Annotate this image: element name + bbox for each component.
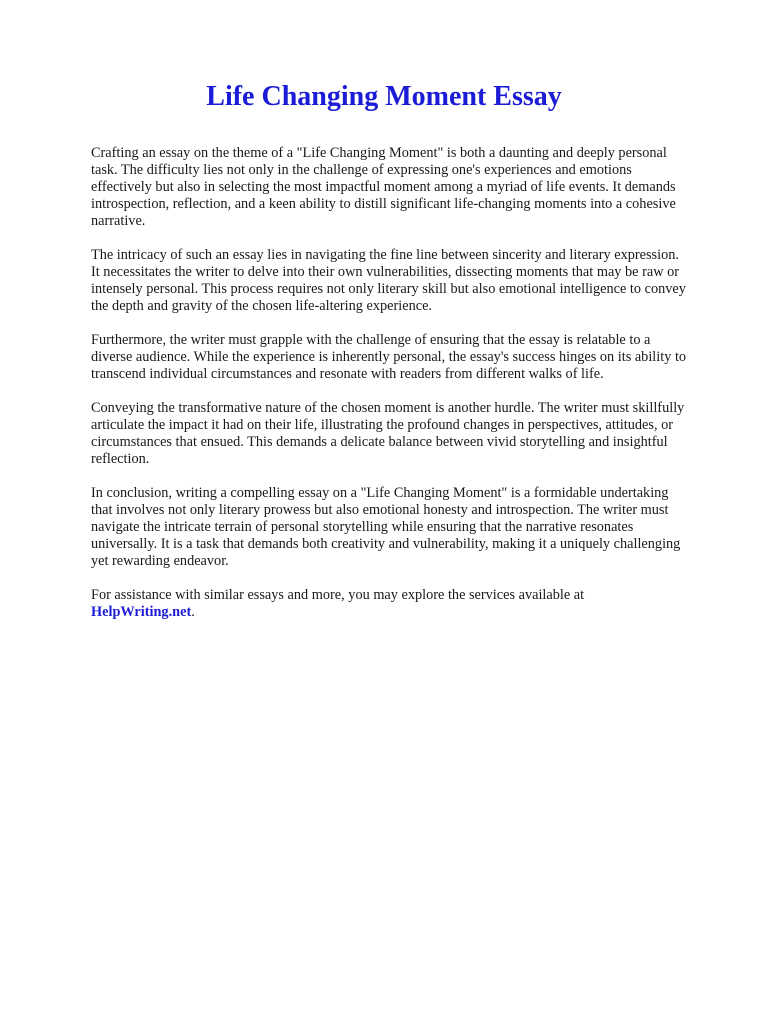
paragraph-closing [91, 587, 691, 621]
paragraph-transformation: Conveying the transformative nature of the chosen moment is another hurdle. The writer must skillfully articulate the impact it had on their life, illustrating the profound changes in perspectives, attitudes, or circumstances that ensued. This demands a delicate balance between vivid storytelling and insightful reflection. [91, 400, 685, 467]
page-title: Life Changing Moment Essay [206, 81, 562, 112]
closing-text: For assistance with similar essays and more, you may explore the services available at [91, 587, 585, 603]
helpwriting-link[interactable]: HelpWriting.net [91, 604, 192, 620]
closing-suffix: . [191, 604, 195, 620]
essay-body [91, 145, 691, 638]
paragraph-intricacy: The intricacy of such an essay lies in navigating the fine line between sincerity and literary expression. It necessitates the writer to delve into their own vulnerabilities, dissecting moments that may be raw or intensely personal. This process requires not only literary skill but also emotional intelligence to convey the depth and gravity of the chosen life-altering experience. [91, 247, 686, 314]
paragraph-relatability: Furthermore, the writer must grapple with the challenge of ensuring that the essay is relatable to a diverse audience. While the experience is inherently personal, the essay's success hinges on its ability to transcend individual circumstances and resonate with readers from different walks of life. [91, 332, 687, 382]
paragraph-intro: Crafting an essay on the theme of a "Life Changing Moment" is both a daunting and deeply personal task. The difficulty lies not only in the challenge of expressing one's experiences and emotions effectively but also in selecting the most impactful moment among a myriad of life events. It demands introspection, reflection, and a keen ability to distill significant life-changing moments into a cohesive narrative. [91, 145, 676, 229]
paragraph-conclusion: In conclusion, writing a compelling essay on a "Life Changing Moment" is a formidable undertaking that involves not only literary prowess but also emotional honesty and introspection. The writer must navigate the intricate terrain of personal storytelling while ensuring that the narrative resonates universally. It is a task that demands both creativity and vulnerability, making it a uniquely challenging yet rewarding endeavor. [91, 485, 681, 569]
